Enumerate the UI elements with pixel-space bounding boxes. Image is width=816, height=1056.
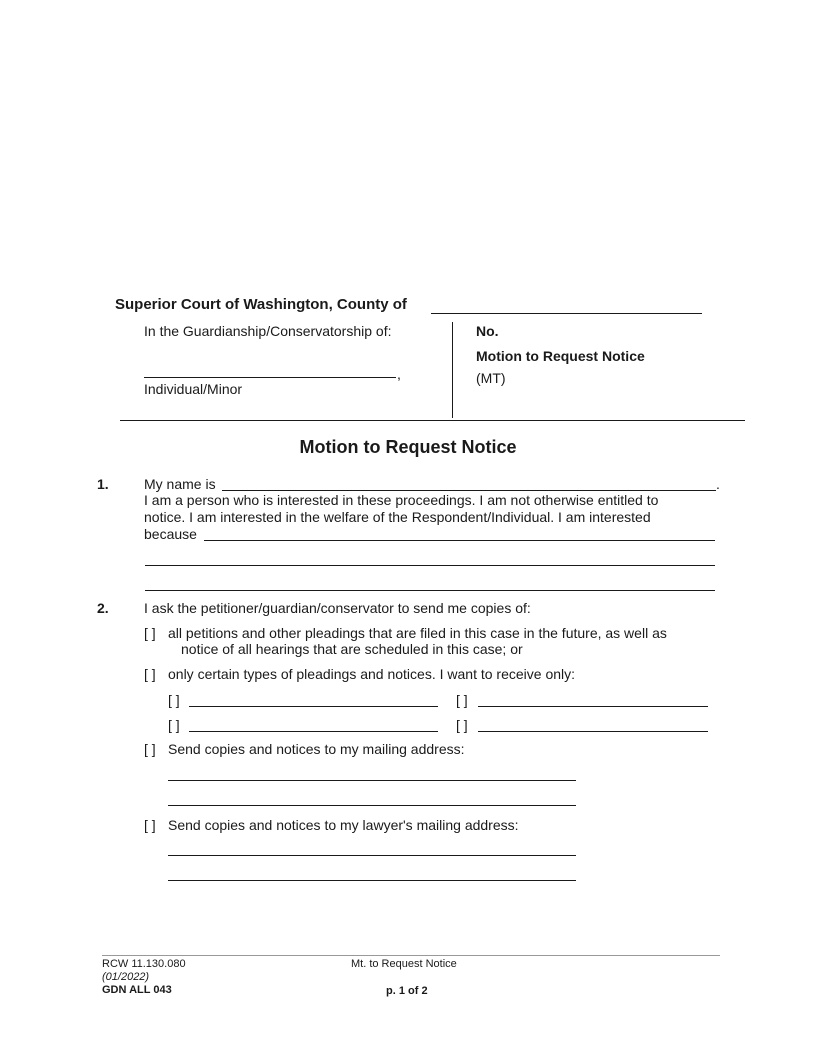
- because-field-line-1[interactable]: [204, 540, 715, 541]
- section-2-number: 2.: [97, 600, 109, 616]
- mailing-address-line-2[interactable]: [168, 805, 576, 806]
- type-2-field-line[interactable]: [478, 706, 708, 707]
- option-all-pleadings-line-2: notice of all hearings that are scheduled in this case; or: [181, 641, 523, 657]
- my-name-field-line[interactable]: [222, 490, 716, 491]
- section-2-intro: I ask the petitioner/guardian/conservator to send me copies of:: [144, 600, 531, 616]
- party-label: Individual/Minor: [144, 381, 243, 397]
- footer-short-title: Mt. to Request Notice: [351, 958, 457, 970]
- footer-page-number: p. 1 of 2: [386, 985, 428, 997]
- because-field-line-3[interactable]: [145, 590, 715, 591]
- caption-doc-title: Motion to Request Notice: [476, 348, 645, 364]
- county-field-line[interactable]: [431, 313, 702, 314]
- mailing-address-line-1[interactable]: [168, 780, 576, 781]
- checkbox-type-1[interactable]: [ ]: [168, 692, 180, 708]
- name-suffix-comma: ,: [397, 366, 401, 382]
- interest-statement-line-1: I am a person who is interested in these proceedings. I am not otherwise entitled to: [144, 492, 659, 508]
- section-1-number: 1.: [97, 476, 109, 492]
- option-lawyer-address: Send copies and notices to my lawyer's mailing address:: [168, 817, 519, 833]
- individual-name-field-line[interactable]: [144, 377, 396, 378]
- type-1-field-line[interactable]: [189, 706, 438, 707]
- checkbox-mailing-address[interactable]: [ ]: [144, 741, 156, 757]
- option-certain-pleadings: only certain types of pleadings and notices. I want to receive only:: [168, 666, 576, 682]
- option-mailing-address: Send copies and notices to my mailing address:: [168, 741, 465, 757]
- case-number-label: No.: [476, 323, 499, 339]
- checkbox-certain-pleadings[interactable]: [ ]: [144, 666, 156, 682]
- lawyer-address-line-1[interactable]: [168, 855, 576, 856]
- type-4-field-line[interactable]: [478, 731, 708, 732]
- lawyer-address-line-2[interactable]: [168, 880, 576, 881]
- footer-rule: [102, 955, 720, 956]
- matter-label: In the Guardianship/Conservatorship of:: [144, 323, 392, 339]
- checkbox-lawyer-address[interactable]: [ ]: [144, 817, 156, 833]
- court-label: Superior Court of Washington, County of: [115, 296, 407, 313]
- caption-bottom-rule: [120, 420, 745, 421]
- footer-statute: RCW 11.130.080: [102, 958, 186, 970]
- option-all-pleadings-line-1: all petitions and other pleadings that are filed in this case in the future, as well as: [168, 625, 667, 641]
- because-label: because: [144, 526, 197, 542]
- my-name-label: My name is: [144, 476, 216, 492]
- my-name-period: .: [716, 476, 720, 492]
- checkbox-type-3[interactable]: [ ]: [168, 717, 180, 733]
- checkbox-all-pleadings[interactable]: [ ]: [144, 625, 156, 641]
- interest-statement-line-2: notice. I am interested in the welfare of the Respondent/Individual. I am interested: [144, 509, 651, 525]
- checkbox-type-4[interactable]: [ ]: [456, 717, 468, 733]
- caption-doc-code: (MT): [476, 370, 506, 386]
- because-field-line-2[interactable]: [145, 565, 715, 566]
- footer-revision: (01/2022): [102, 971, 150, 983]
- type-3-field-line[interactable]: [189, 731, 438, 732]
- checkbox-type-2[interactable]: [ ]: [456, 692, 468, 708]
- page-title: Motion to Request Notice: [299, 437, 517, 457]
- caption-divider: [452, 322, 453, 418]
- footer-form-id: GDN ALL 043: [102, 984, 172, 996]
